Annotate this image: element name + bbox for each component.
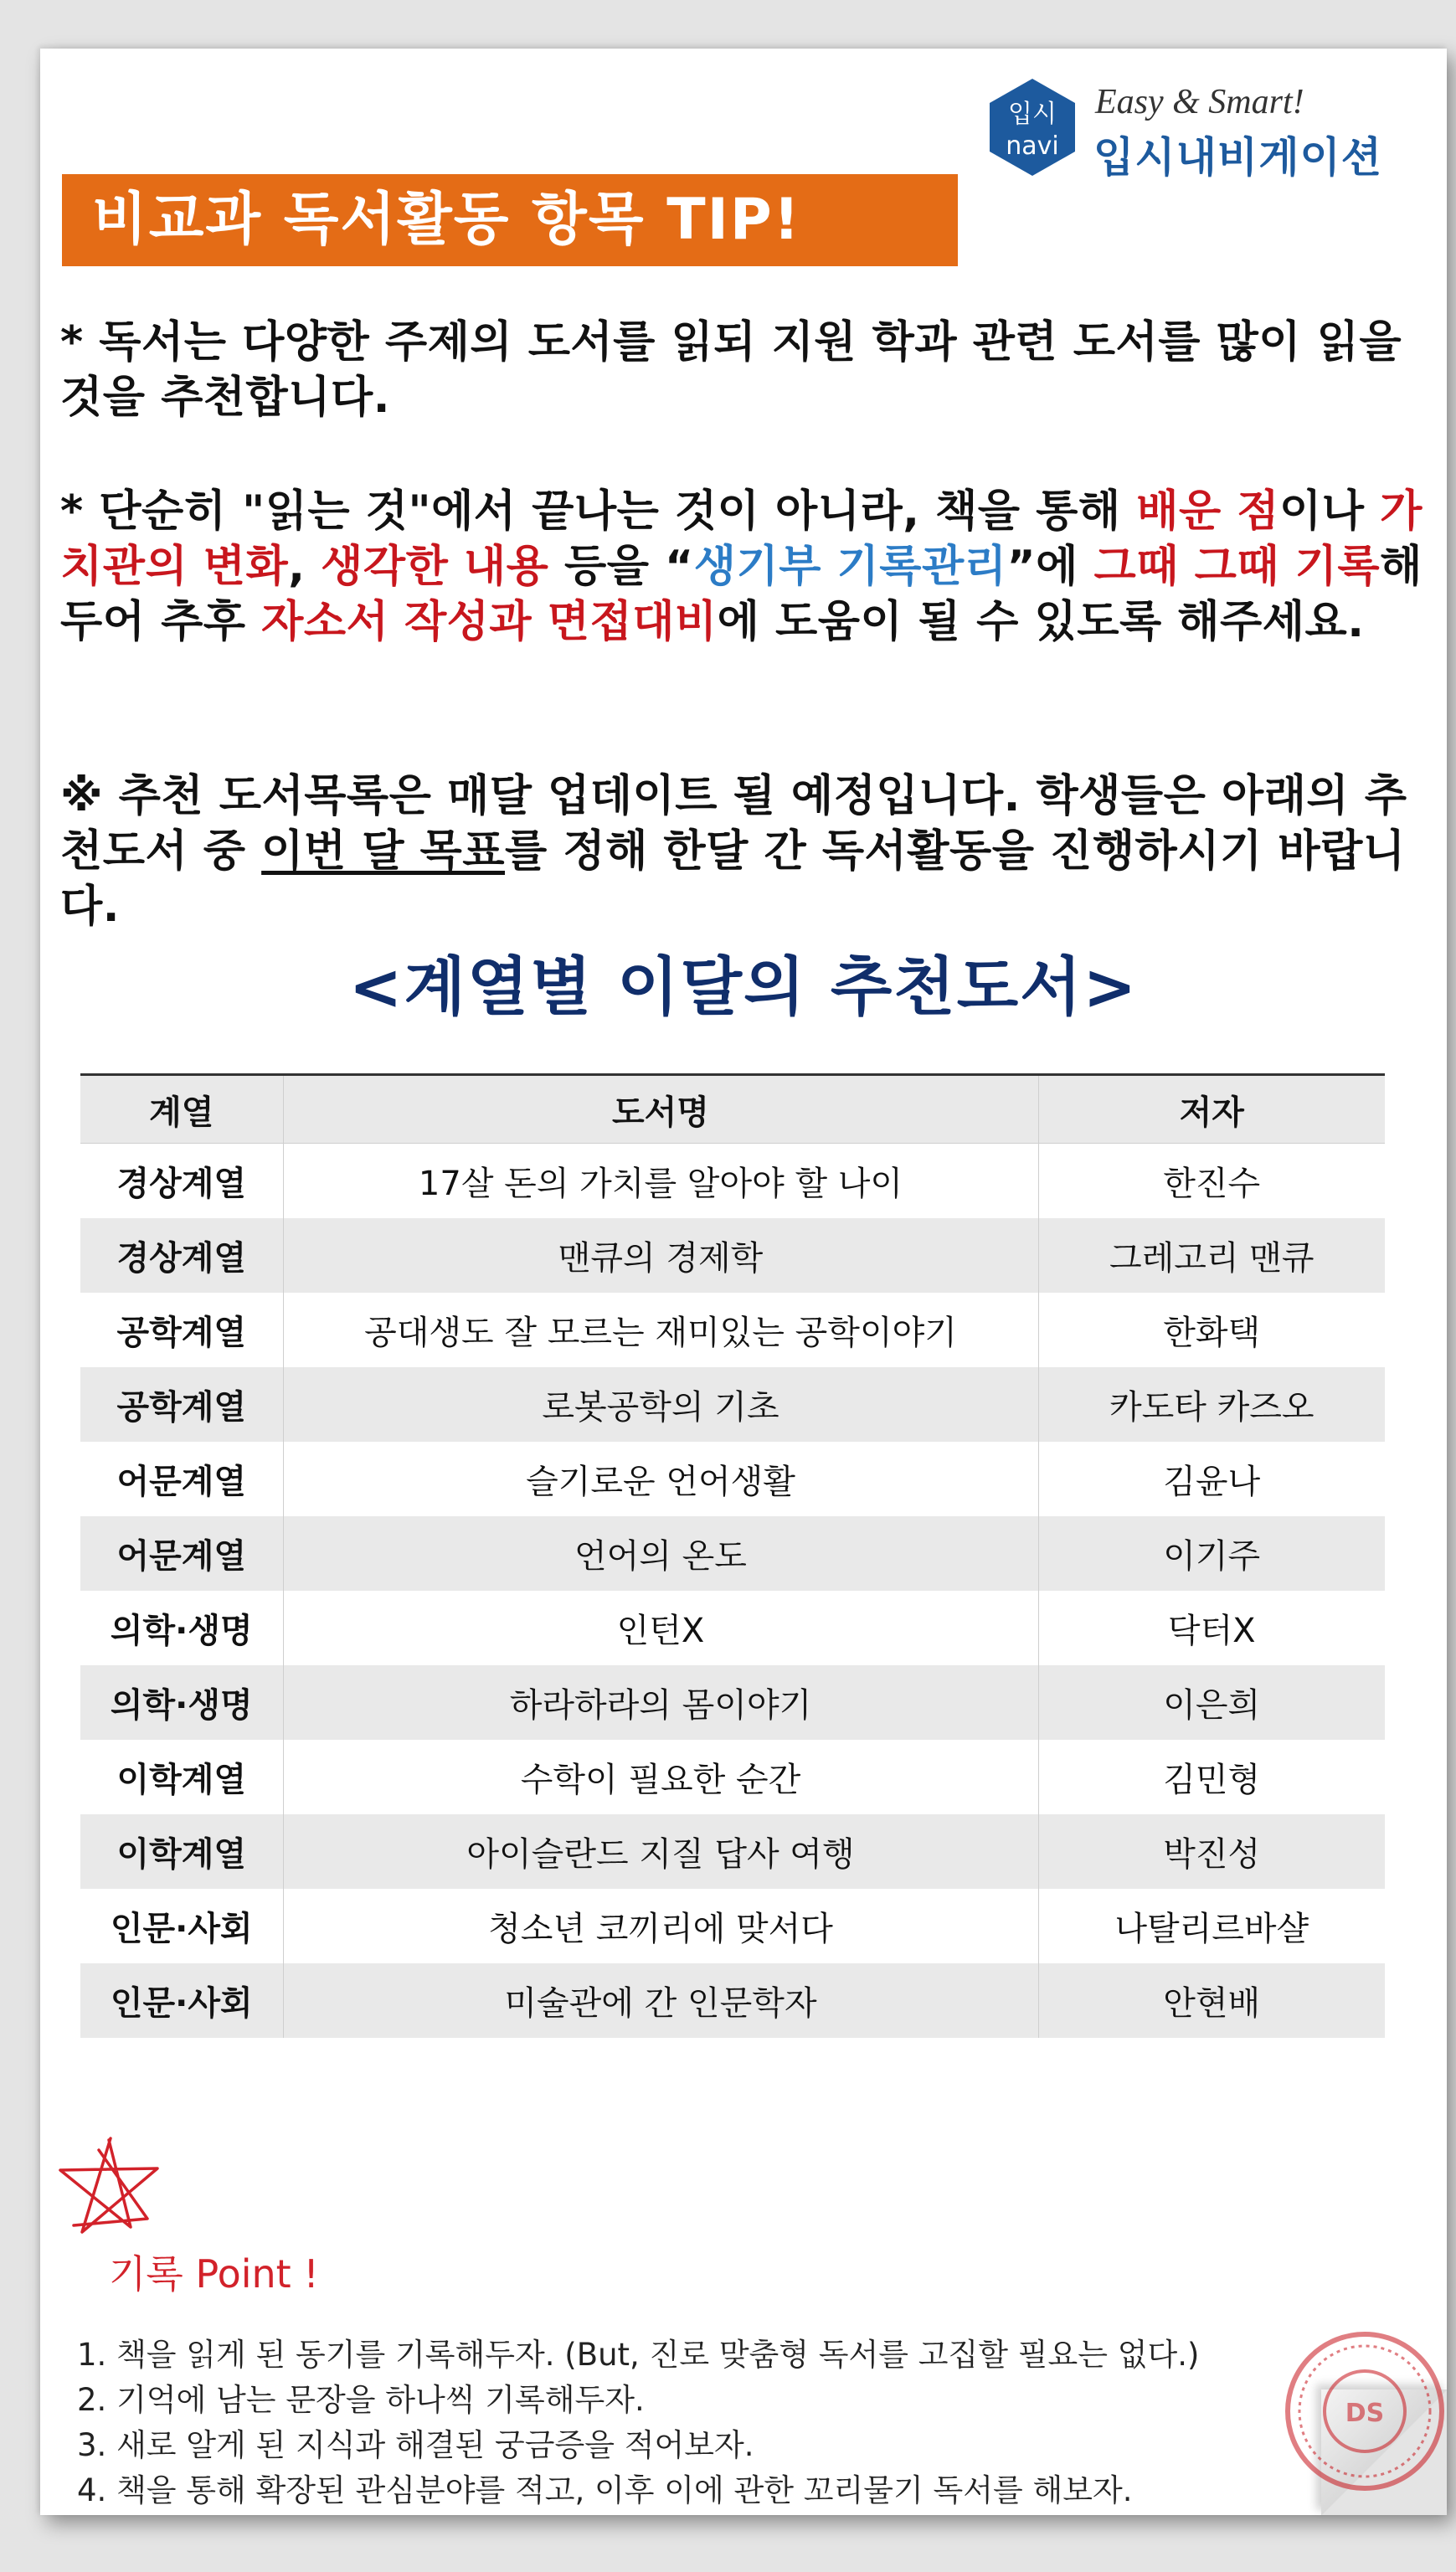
cell-category: 의학·생명	[80, 1665, 283, 1740]
table-row	[80, 1293, 1385, 1367]
header-author: 저자	[1038, 1075, 1385, 1144]
text-segment: 등을 “	[548, 542, 694, 592]
text-segment: ”에	[1006, 542, 1094, 592]
record-tip-paragraph	[60, 484, 1425, 650]
recommended-books-table	[80, 1073, 1385, 2038]
cell-book-title: 슬기로운 언어생활	[283, 1442, 1038, 1516]
logo-badge-line2: navi	[1006, 131, 1059, 161]
logo-hexagon-icon	[986, 77, 1078, 177]
table-row	[80, 1665, 1385, 1740]
table-section-title: <계열별 이달의 추천도서>	[348, 949, 1139, 1024]
underlined-goal: 이번 달 목표	[261, 826, 506, 877]
cell-book-title: 인턴X	[283, 1591, 1038, 1665]
logo-badge-line1: 입시	[1008, 100, 1057, 129]
cell-category: 이학계열	[80, 1740, 283, 1814]
cell-author: 박진성	[1038, 1814, 1385, 1889]
cell-author: 그레고리 맨큐	[1038, 1218, 1385, 1293]
cell-author: 안현배	[1038, 1963, 1385, 2038]
header-book-title: 도서명	[283, 1075, 1038, 1144]
logo-name: 입시내비게이션	[1093, 133, 1383, 182]
update-notice-paragraph	[60, 769, 1425, 934]
table-row	[80, 1740, 1385, 1814]
table-row	[80, 1814, 1385, 1889]
header-category: 계열	[80, 1075, 283, 1144]
table-row	[80, 1889, 1385, 1963]
cell-author: 카도타 카즈오	[1038, 1367, 1385, 1442]
cell-book-title: 공대생도 잘 모르는 재미있는 공학이야기	[283, 1293, 1038, 1367]
record-point-list	[77, 2333, 1199, 2513]
text-segment: 를 정해 한달 간 독서활동을 진행하시기 바랍니다.	[60, 826, 1406, 932]
cell-author: 나탈리르바샬	[1038, 1889, 1385, 1963]
star-doodle-icon	[49, 2125, 174, 2259]
svg-text:DS: DS	[1345, 2399, 1385, 2428]
cell-author: 닥터X	[1038, 1591, 1385, 1665]
cell-category: 경상계열	[80, 1218, 283, 1293]
document-paper	[40, 49, 1447, 2515]
table-row	[80, 1367, 1385, 1442]
cell-book-title: 청소년 코끼리에 맞서다	[283, 1889, 1038, 1963]
cell-category: 인문·사회	[80, 1889, 283, 1963]
cell-book-title: 로봇공학의 기초	[283, 1367, 1038, 1442]
highlight-values: 가치관의 변화	[60, 486, 1423, 592]
record-point-label: 기록 Point !	[109, 2251, 319, 2297]
cell-book-title: 수학이 필요한 순간	[283, 1740, 1038, 1814]
seal-stamp-icon	[1281, 2328, 1448, 2495]
list-item: 3. 새로 알게 된 지식과 해결된 궁금증을 적어보자.	[77, 2427, 754, 2463]
text-segment: ,	[288, 542, 322, 592]
cell-book-title: 아이슬란드 지질 답사 여행	[283, 1814, 1038, 1889]
cell-category: 공학계열	[80, 1367, 283, 1442]
highlight-thoughts: 생각한 내용	[321, 542, 549, 592]
text-segment: 이나	[1279, 486, 1381, 537]
text-segment: 해두어 추후	[60, 542, 1423, 647]
table-header-row	[80, 1075, 1385, 1144]
text-segment: 에 도움이 될 수 있도록 해주세요.	[717, 597, 1365, 647]
logo-slogan: Easy & Smart!	[1095, 83, 1304, 121]
cell-book-title: 17살 돈의 가치를 알아야 할 나이	[283, 1144, 1038, 1219]
table-row	[80, 1591, 1385, 1665]
list-item: 1. 책을 읽게 된 동기를 기록해두자. (But, 진로 맞춤형 독서를 고집할 필요는 없다.)	[77, 2337, 1200, 2373]
list-item: 2. 기억에 남는 문장을 하나씩 기록해두자.	[77, 2382, 645, 2418]
table-row	[80, 1218, 1385, 1293]
cell-book-title: 맨큐의 경제학	[283, 1218, 1038, 1293]
intro-paragraph: * 독서는 다양한 주제의 도서를 읽되 지원 학과 관련 도서를 많이 읽을 것을 추천합니다.	[60, 317, 1402, 423]
table-row	[80, 1442, 1385, 1516]
cell-category: 경상계열	[80, 1144, 283, 1219]
cell-author: 김민형	[1038, 1740, 1385, 1814]
cell-author: 한진수	[1038, 1144, 1385, 1219]
cell-author: 이은희	[1038, 1665, 1385, 1740]
cell-category: 어문계열	[80, 1516, 283, 1591]
highlight-record-management: 생기부 기록관리	[693, 542, 1007, 592]
table-row	[80, 1144, 1385, 1219]
brand-logo	[986, 77, 1422, 186]
highlight-learned: 배운 점	[1136, 486, 1280, 537]
text-segment: * 단순히 "읽는 것"에서 끝나는 것이 아니라, 책을 통해	[60, 486, 1137, 537]
highlight-essay-interview: 자소서 작성과 면접대비	[261, 597, 718, 647]
table-row	[80, 1963, 1385, 2038]
highlight-record-each-time: 그때 그때 기록	[1093, 542, 1381, 592]
cell-category: 의학·생명	[80, 1591, 283, 1665]
text-segment: ※ 추천 도서목록은 매달 업데이트 될 예정입니다. 학생들은 아래의 추천도서 중	[60, 771, 1407, 877]
list-item: 4. 책을 통해 확장된 관심분야를 적고, 이후 이에 관한 꼬리물기 독서를 해보자.	[77, 2472, 1133, 2508]
cell-category: 인문·사회	[80, 1963, 283, 2038]
cell-category: 어문계열	[80, 1442, 283, 1516]
cell-author: 이기주	[1038, 1516, 1385, 1591]
cell-category: 공학계열	[80, 1293, 283, 1367]
cell-book-title: 하라하라의 몸이야기	[283, 1665, 1038, 1740]
cell-book-title: 미술관에 간 인문학자	[283, 1963, 1038, 2038]
page-title-banner: 비교과 독서활동 항목 TIP!	[62, 174, 958, 266]
cell-author: 한화택	[1038, 1293, 1385, 1367]
cell-book-title: 언어의 온도	[283, 1516, 1038, 1591]
cell-category: 이학계열	[80, 1814, 283, 1889]
cell-author: 김윤나	[1038, 1442, 1385, 1516]
table-row	[80, 1516, 1385, 1591]
